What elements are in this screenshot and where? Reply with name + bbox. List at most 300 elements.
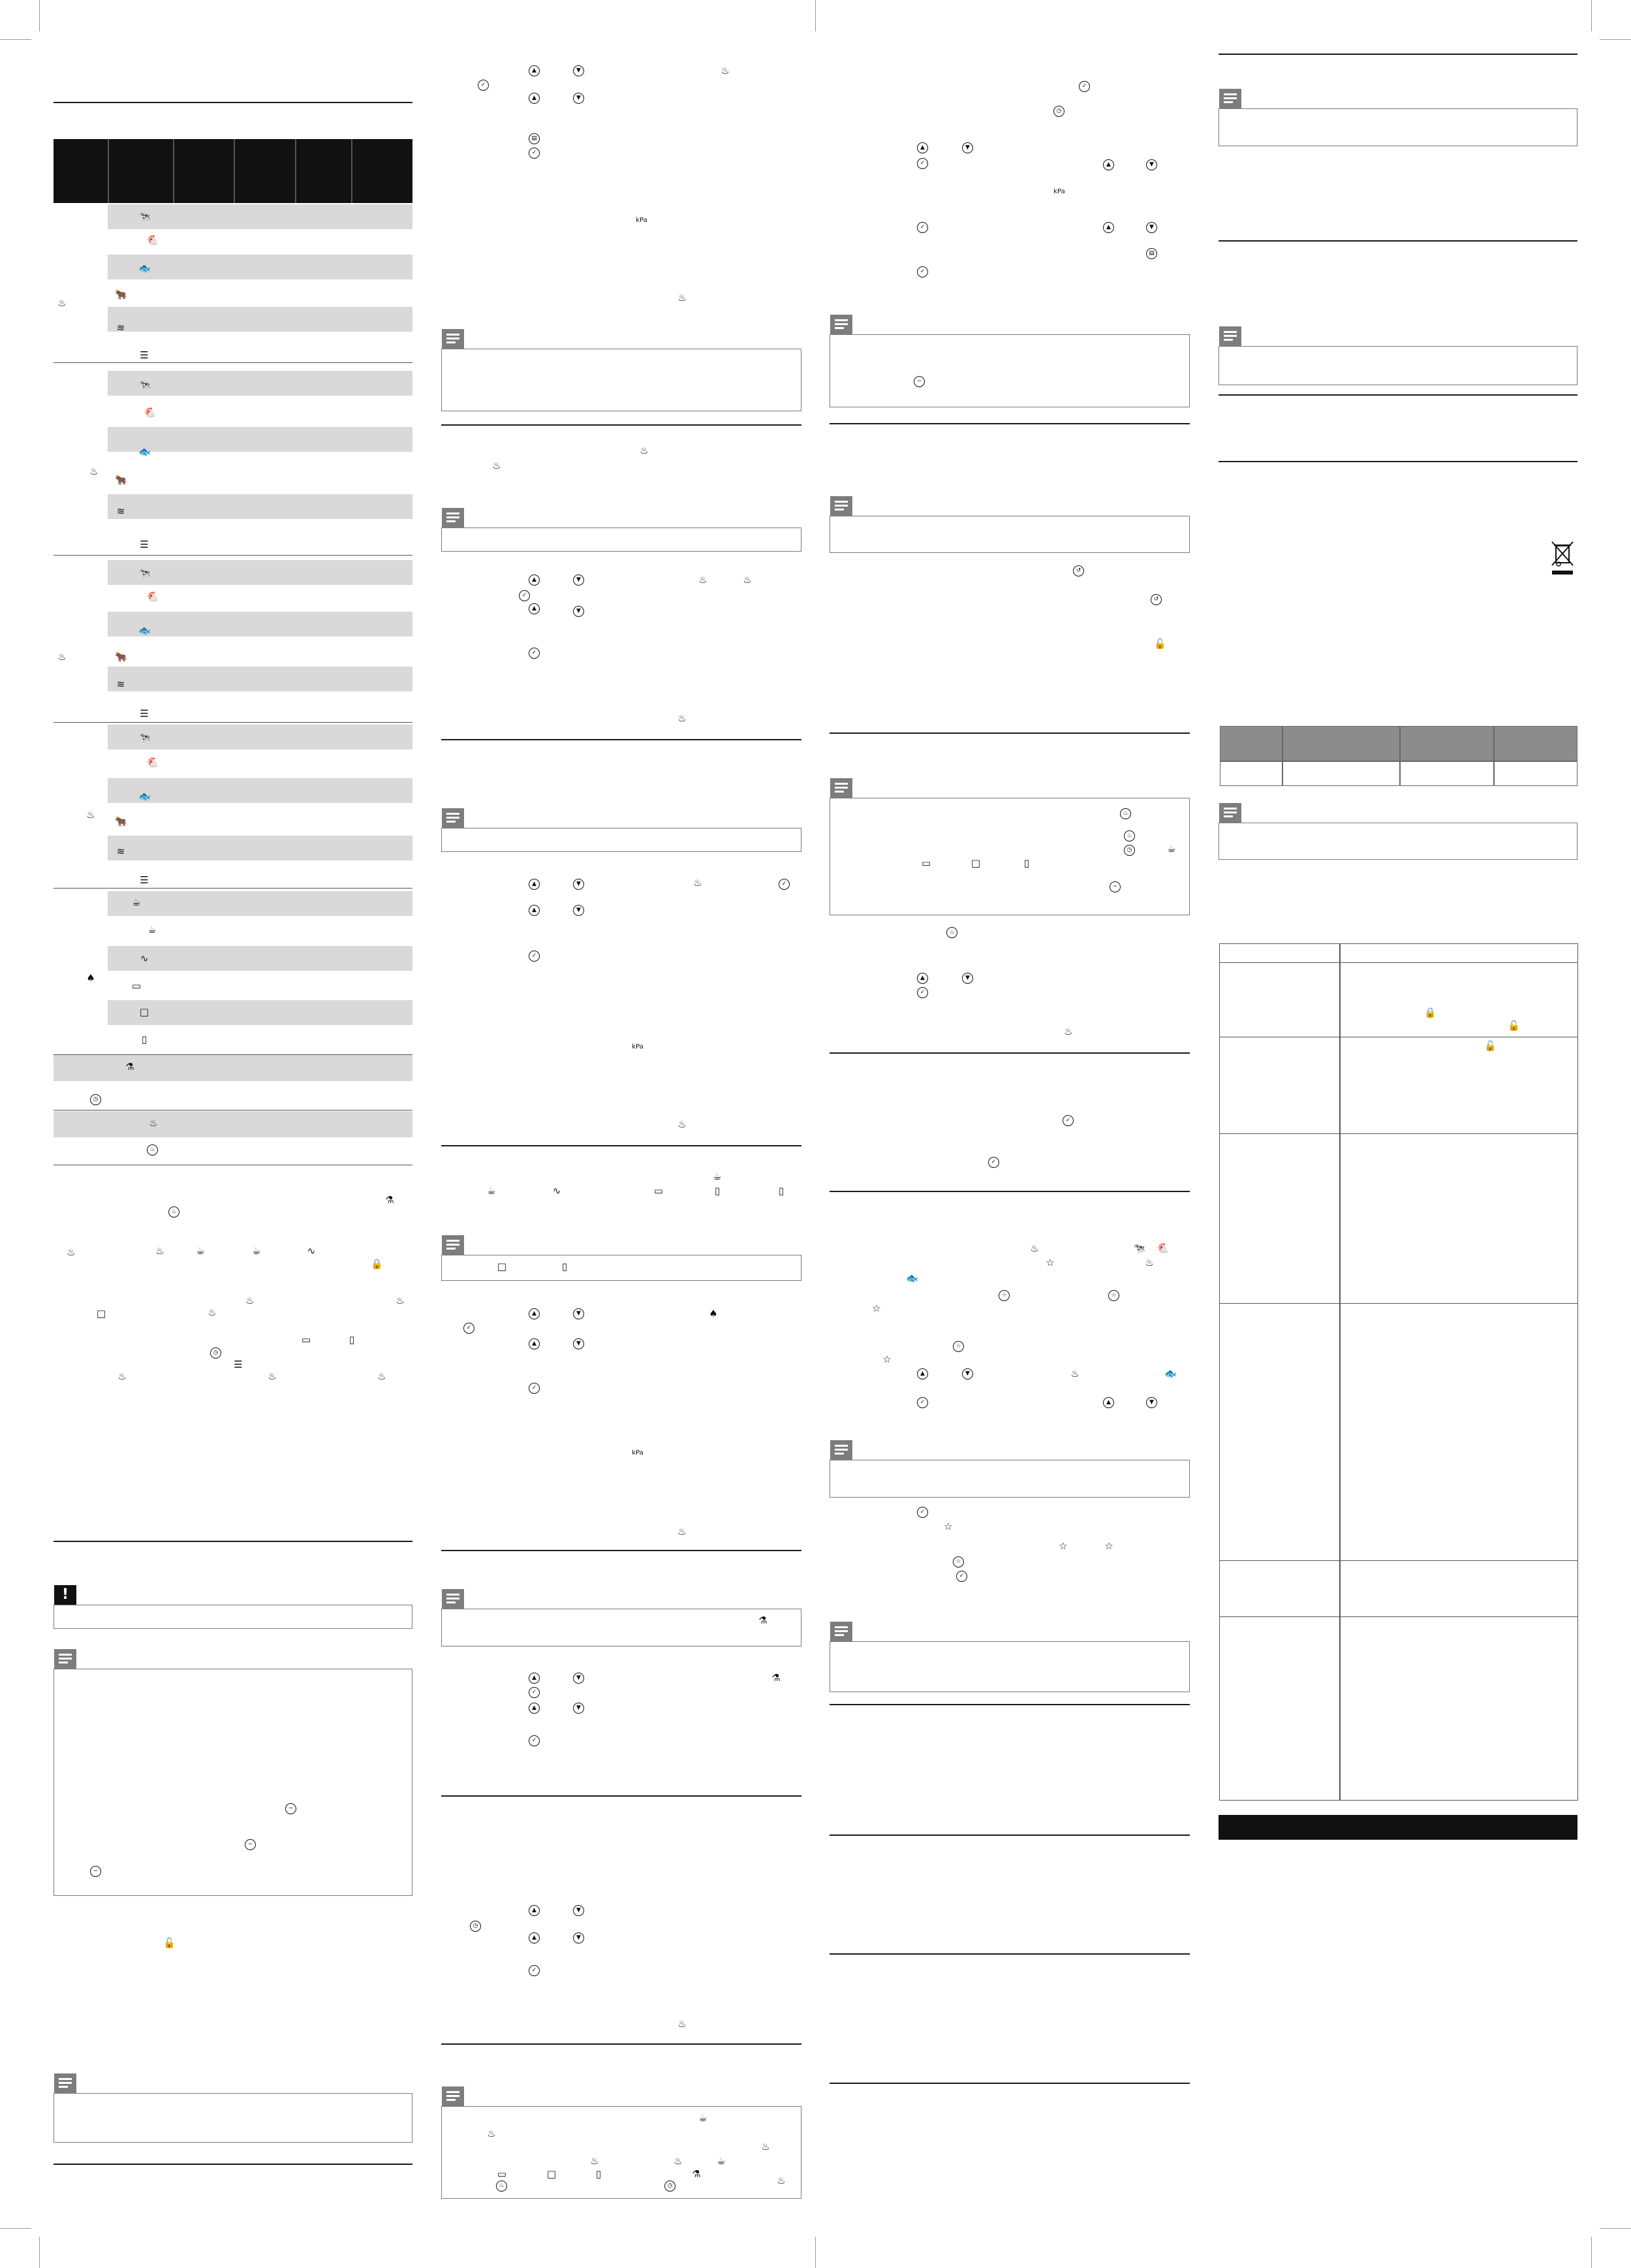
header-divider: [351, 139, 352, 203]
note-icon: [1219, 326, 1241, 346]
keep-warm-button-icon: −: [285, 1803, 296, 1814]
crop-mark: [1600, 39, 1631, 40]
keep-warm-icon: ♨: [677, 712, 687, 724]
lock-icon: 🔒: [1424, 1007, 1437, 1018]
crop-mark: [815, 2237, 816, 2268]
cake-icon: □: [546, 2168, 557, 2180]
check-confirm-icon: ✓: [917, 1507, 928, 1518]
table-row: [108, 946, 412, 971]
porridge-icon: ☕: [713, 1171, 722, 1182]
clean-icon: ♨: [496, 2181, 507, 2192]
footer-bar: [1219, 1815, 1577, 1840]
section-rule: [830, 1052, 1190, 1054]
note-icon: [830, 315, 852, 334]
yogurt-icon: ▯: [141, 1033, 148, 1045]
section-rule: [441, 1145, 801, 1146]
beans-icon: ≋: [116, 322, 125, 334]
keep-warm-icon: ♨: [208, 1306, 217, 1318]
down-arrow-button-icon: ▼: [573, 1338, 584, 1349]
rice-icon: ☕: [1167, 843, 1176, 855]
sterilize-icon: ⚗: [771, 1672, 781, 1684]
table-row: [108, 778, 412, 803]
check-confirm-icon: ✓: [917, 987, 928, 998]
sterilize-icon: ⚗: [385, 1194, 394, 1206]
note-box: [441, 828, 801, 852]
section-rule: [830, 732, 1190, 734]
keep-warm-button-icon: −: [1110, 881, 1121, 892]
keep-warm-icon: ♨: [1064, 1026, 1073, 1037]
favorite-button-icon: ☆: [953, 1341, 964, 1352]
table-row-rule: [1219, 1133, 1577, 1134]
clean-icon: ♨: [1124, 830, 1135, 842]
down-arrow-button-icon: ▼: [1146, 159, 1157, 170]
saute-icon: ♨: [377, 1370, 386, 1382]
slow-cook-icon: ♨: [89, 465, 99, 477]
soup-icon: ∿: [307, 1245, 316, 1257]
delay-timer-icon: ◷: [1053, 106, 1064, 117]
down-arrow-button-icon: ▼: [573, 1905, 584, 1916]
beef-icon: 🐂: [115, 651, 127, 663]
slow-cook-icon: ♨: [1070, 1368, 1080, 1379]
delay-timer-icon: ◷: [210, 1347, 221, 1359]
check-confirm-icon: ✓: [917, 266, 928, 277]
poultry-icon: 🐔: [144, 407, 156, 418]
cake-icon: □: [971, 857, 981, 869]
poultry-icon: 🐔: [1157, 1242, 1169, 1254]
spec-table-header-cell: [1220, 726, 1282, 761]
table-row: [108, 836, 412, 860]
section-rule: [1219, 240, 1577, 242]
keep-warm-button-icon: −: [90, 1866, 101, 1877]
poultry-icon: 🐔: [146, 757, 159, 768]
sterilize-icon: ⚗: [758, 1614, 768, 1626]
pressure-kpa-icon: kPa: [632, 1449, 644, 1457]
section-rule: [54, 102, 412, 103]
check-confirm-icon: ✓: [463, 1323, 474, 1334]
yogurt-icon: ▯: [561, 1261, 568, 1272]
soup-icon: ∿: [552, 1185, 561, 1197]
table-row: [108, 494, 412, 519]
custom-settings-icon: ☰: [140, 539, 149, 550]
note-icon: [1219, 803, 1241, 823]
clean-icon: ♨: [168, 1206, 179, 1218]
check-confirm-icon: ✓: [917, 158, 928, 169]
meat-icon: 🐄: [138, 379, 151, 391]
note-box: [441, 528, 801, 552]
section-rule: [830, 1953, 1190, 1955]
group-rule: [54, 722, 412, 723]
table-row: [54, 1111, 412, 1137]
pressure-kpa-icon: kPa: [636, 217, 647, 224]
warning-box: [54, 1605, 412, 1629]
unlock-icon: 🔓: [1484, 1040, 1497, 1052]
favorite-button-icon: ☆: [953, 1556, 964, 1567]
down-arrow-button-icon: ▼: [573, 93, 584, 104]
dough-icon: ▭: [301, 1334, 311, 1346]
troubleshooting-table: [1219, 943, 1578, 1801]
poultry-icon: 🐔: [146, 591, 159, 603]
crop-mark: [1591, 0, 1592, 31]
meat-icon: 🐄: [138, 211, 151, 223]
custom-settings-icon: ☰: [140, 874, 149, 886]
table-row: [54, 1055, 412, 1081]
sterilize-icon: ⚗: [125, 1061, 134, 1073]
up-arrow-button-icon: ▲: [917, 1368, 928, 1379]
table-row-rule: [1219, 1303, 1577, 1304]
check-confirm-icon: ✓: [917, 222, 928, 233]
down-arrow-button-icon: ▼: [573, 1308, 584, 1319]
porridge-icon: ☕: [148, 924, 157, 936]
fish-icon: 🐟: [138, 262, 151, 274]
note-icon: [54, 2073, 76, 2093]
section-rule: [830, 423, 1190, 424]
down-arrow-button-icon: ▼: [573, 65, 584, 76]
note-icon: [1219, 89, 1241, 108]
crop-mark: [1591, 2237, 1592, 2268]
yogurt-icon: ▯: [714, 1185, 721, 1197]
steam-icon: ♨: [761, 2141, 770, 2152]
note-box: [830, 334, 1190, 407]
down-arrow-button-icon: ▼: [573, 1932, 584, 1944]
check-confirm-icon: ✓: [519, 590, 530, 601]
meat-icon: 🐄: [1133, 1242, 1145, 1254]
header-divider: [234, 139, 235, 203]
note-icon: [442, 1235, 464, 1255]
table-row: [108, 1000, 412, 1025]
down-arrow-button-icon: ▼: [1146, 1397, 1157, 1408]
up-arrow-button-icon: ▲: [529, 1905, 540, 1916]
clean-icon: ♨: [147, 1144, 158, 1156]
down-arrow-button-icon: ▼: [573, 905, 584, 916]
pressure-cook-icon: ♨: [57, 297, 67, 309]
section-rule: [830, 1835, 1190, 1836]
beans-icon: ≋: [116, 505, 125, 517]
table-row-rule: [1219, 1616, 1577, 1617]
table-row: [108, 560, 412, 585]
check-confirm-icon: ✓: [917, 1397, 928, 1408]
group-rule: [54, 555, 412, 556]
check-confirm-icon: ✓: [529, 1735, 540, 1746]
header-divider: [173, 139, 174, 203]
steam-icon: ♨: [396, 1295, 405, 1306]
section-rule: [441, 2043, 801, 2045]
star-favorite-icon: ☆: [1059, 1540, 1068, 1552]
sterilize-icon: ⚗: [692, 2168, 701, 2180]
dough-icon: ▭: [497, 2168, 507, 2180]
note-icon: [442, 329, 464, 349]
crop-mark: [39, 0, 40, 31]
steam-icon: ♨: [57, 651, 67, 663]
slow-cook-icon: ♨: [590, 2155, 599, 2167]
fish-icon: 🐟: [1164, 1368, 1177, 1379]
note-icon: [442, 508, 464, 528]
section-rule: [441, 739, 801, 740]
menu-icon: ▤: [529, 133, 540, 144]
spec-table-header-cell: [1400, 726, 1494, 761]
soup-icon: ∿: [140, 953, 149, 964]
spec-table-header-cell: [1494, 726, 1577, 761]
up-arrow-button-icon: ▲: [1103, 1397, 1114, 1408]
note-box: [830, 1460, 1190, 1498]
keep-warm-icon: ♨: [149, 1117, 158, 1129]
table-row: [108, 204, 412, 229]
rice-icon: ☕: [196, 1245, 205, 1257]
clean-icon: ♨: [1120, 808, 1131, 819]
steam-icon: ♨: [268, 1370, 277, 1382]
up-arrow-button-icon: ▲: [917, 973, 928, 984]
section-rule: [830, 1704, 1190, 1705]
spec-table-cell: [1494, 761, 1577, 786]
note-box: [441, 1609, 801, 1646]
spec-table-cell: [1220, 761, 1282, 786]
yogurt-icon: ▯: [595, 2168, 602, 2180]
up-arrow-button-icon: ▲: [1103, 222, 1114, 233]
crop-mark: [0, 2228, 31, 2229]
table-divider: [1339, 943, 1341, 1800]
crop-mark: [0, 39, 31, 40]
table-row: [108, 255, 412, 279]
note-box: [1219, 823, 1577, 860]
beef-icon: 🐂: [115, 815, 127, 827]
down-arrow-button-icon: ▼: [573, 575, 584, 586]
note-box: [830, 516, 1190, 553]
fish-icon: 🐟: [906, 1272, 918, 1284]
table-row: [108, 427, 412, 452]
star-favorite-icon: ☆: [1046, 1257, 1055, 1268]
table-row: [108, 725, 412, 749]
pressure-cook-icon: ♨: [67, 1246, 76, 1258]
up-arrow-button-icon: ▲: [529, 1673, 540, 1684]
lock-icon: 🔒: [371, 1258, 383, 1270]
rice-icon: ☕: [717, 2155, 726, 2167]
up-arrow-button-icon: ▲: [529, 603, 540, 614]
down-arrow-button-icon: ▼: [962, 973, 973, 984]
note-box: [1219, 346, 1577, 385]
note-box: [441, 349, 801, 411]
pressure-kpa-icon: kPa: [632, 1043, 644, 1050]
header-divider: [108, 139, 109, 203]
check-confirm-icon: ✓: [529, 148, 540, 159]
section-rule: [54, 1541, 412, 1542]
yogurt-icon: ▯: [349, 1334, 355, 1346]
steam-icon: ♨: [155, 1245, 164, 1257]
unlock-icon: 🔓: [1154, 638, 1166, 650]
chef-icon: ♠: [86, 972, 95, 984]
down-arrow-button-icon: ▼: [962, 1368, 973, 1379]
chef-icon: ♠: [709, 1308, 718, 1319]
section-rule: [1219, 54, 1577, 55]
down-arrow-button-icon: ▼: [1146, 222, 1157, 233]
up-arrow-button-icon: ▲: [529, 93, 540, 104]
star-favorite-icon: ☆: [1104, 1540, 1113, 1552]
up-arrow-button-icon: ▲: [529, 65, 540, 76]
up-arrow-button-icon: ▲: [529, 879, 540, 890]
steam-icon: ♨: [674, 2155, 683, 2167]
note-box: [441, 2106, 801, 2199]
section-rule: [441, 424, 801, 426]
keep-warm-cancel-icon: ↺: [1073, 565, 1084, 576]
slow-cook-icon: ♨: [640, 445, 649, 456]
keep-warm-icon: ♨: [677, 2018, 687, 2030]
table-row: [108, 891, 412, 916]
slow-cook-icon: ♨: [743, 574, 752, 586]
crop-mark: [815, 0, 816, 31]
keep-warm-icon: ♨: [777, 2175, 786, 2186]
beef-icon: 🐂: [115, 474, 127, 486]
beans-icon: ≋: [116, 845, 125, 857]
note-icon: [830, 778, 852, 798]
up-arrow-button-icon: ▲: [529, 1932, 540, 1944]
custom-settings-icon: ☰: [140, 349, 149, 361]
section-rule: [441, 1550, 801, 1551]
keep-warm-icon: ♨: [677, 1118, 687, 1130]
star-favorite-icon: ☆: [944, 1520, 953, 1532]
cake-icon: □: [96, 1308, 106, 1319]
table-row-rule: [1219, 1560, 1577, 1561]
cake-icon: □: [139, 1006, 149, 1018]
star-favorite-icon: ☆: [872, 1302, 881, 1314]
yogurt-icon: ▯: [778, 1185, 784, 1197]
weee-crossed-bin-icon: [1549, 539, 1576, 580]
group-rule: [54, 888, 412, 889]
note-box: [441, 1255, 801, 1281]
check-confirm-icon: ✓: [1063, 1115, 1074, 1126]
section-rule: [1219, 461, 1577, 462]
unlock-icon: 🔓: [1508, 1020, 1520, 1032]
meat-icon: 🐄: [138, 567, 151, 579]
pressure-cook-icon: ♨: [721, 65, 730, 76]
beef-icon: 🐂: [115, 289, 127, 300]
dough-icon: ▭: [653, 1185, 664, 1197]
table-row: [108, 307, 412, 332]
spec-table-cell: [1282, 761, 1400, 786]
note-icon: [442, 2087, 464, 2106]
up-arrow-button-icon: ▲: [1103, 159, 1114, 170]
poultry-icon: 🐔: [146, 234, 159, 246]
dough-icon: ▭: [131, 980, 142, 992]
spec-table-header-cell: [1282, 726, 1400, 761]
down-arrow-button-icon: ▼: [573, 1673, 584, 1684]
keep-warm-cancel-icon: ↺: [1151, 594, 1162, 605]
crop-mark: [1600, 2228, 1631, 2229]
section-rule: [54, 2164, 412, 2165]
cake-icon: □: [497, 1261, 507, 1272]
check-confirm-icon: ✓: [779, 879, 790, 890]
menu-icon: ▤: [1146, 248, 1157, 259]
crop-mark: [39, 2237, 40, 2268]
note-icon: [442, 1589, 464, 1609]
keep-warm-icon: ♨: [487, 2128, 496, 2139]
up-arrow-button-icon: ▲: [917, 142, 928, 153]
fish-icon: 🐟: [138, 791, 151, 802]
up-arrow-button-icon: ▲: [529, 1308, 540, 1319]
delay-timer-icon: ◷: [470, 1921, 481, 1932]
check-confirm-icon: ✓: [988, 1157, 999, 1168]
check-confirm-icon: ✓: [529, 648, 540, 659]
section-rule: [830, 1191, 1190, 1192]
unlock-icon: 🔓: [163, 1937, 176, 1949]
check-confirm-icon: ✓: [1079, 81, 1090, 92]
table-row-rule: [1219, 962, 1577, 963]
star-favorite-icon: ☆: [882, 1353, 892, 1365]
note-box: [54, 1669, 412, 1896]
up-arrow-button-icon: ▲: [529, 1703, 540, 1714]
section-rule: [830, 2083, 1190, 2084]
spec-table-cell: [1400, 761, 1494, 786]
steam-icon: ♨: [1145, 1257, 1154, 1268]
note-icon: [830, 1440, 852, 1460]
note-icon: [830, 1622, 852, 1641]
check-confirm-icon: ✓: [529, 1383, 540, 1394]
steam-icon: ♨: [693, 877, 702, 889]
note-box: [1219, 108, 1577, 146]
meat-icon: 🐄: [138, 732, 151, 744]
slow-cook-icon: ♨: [492, 460, 501, 471]
down-arrow-button-icon: ▼: [573, 1703, 584, 1714]
favorite-button-icon: ☆: [1108, 1290, 1119, 1301]
note-box: [830, 1641, 1190, 1692]
porridge-icon: ☕: [252, 1245, 261, 1257]
clean-icon: ♨: [946, 927, 957, 938]
group-rule: [54, 362, 412, 363]
note-box: [54, 2093, 412, 2143]
fish-icon: 🐟: [138, 446, 151, 458]
up-arrow-button-icon: ▲: [529, 905, 540, 916]
keep-warm-icon: ♨: [677, 292, 687, 304]
up-arrow-button-icon: ▲: [529, 575, 540, 586]
pressure-cook-icon: ♨: [1030, 1242, 1039, 1254]
note-icon: [54, 1649, 76, 1669]
check-confirm-icon: ✓: [529, 951, 540, 962]
delay-timer-icon: ◷: [90, 1094, 101, 1105]
down-arrow-button-icon: ▼: [573, 879, 584, 890]
note-icon: [830, 496, 852, 516]
rice-icon: ☕: [132, 896, 141, 908]
slow-cook-icon: ♨: [117, 1370, 127, 1382]
table-row: [108, 371, 412, 396]
check-confirm-icon: ✓: [478, 80, 489, 91]
beans-icon: ≋: [116, 678, 125, 690]
delay-timer-icon: ◷: [664, 2181, 676, 2192]
keep-warm-icon: ♨: [677, 1526, 687, 1537]
section-rule: [441, 1795, 801, 1797]
favorite-button-icon: ☆: [999, 1290, 1010, 1301]
keep-warm-button-icon: −: [914, 376, 925, 387]
slow-cook-icon: ♨: [698, 574, 707, 586]
rice-icon: ☕: [698, 2112, 707, 2124]
note-box: [830, 798, 1190, 915]
up-arrow-button-icon: ▲: [529, 1338, 540, 1349]
keep-warm-button-icon: −: [245, 1839, 256, 1850]
fish-icon: 🐟: [138, 625, 151, 637]
custom-settings-icon: ☰: [140, 708, 149, 719]
custom-settings-icon: ☰: [234, 1359, 243, 1370]
delay-timer-icon: ◷: [1124, 845, 1135, 856]
warning-icon: !: [54, 1585, 76, 1605]
down-arrow-button-icon: ▼: [962, 142, 973, 153]
pressure-kpa-icon: kPa: [1053, 188, 1065, 195]
rice-icon: ☕: [487, 1185, 496, 1197]
section-rule: [1219, 394, 1577, 396]
dough-icon: ▭: [921, 857, 931, 869]
check-confirm-icon: ✓: [529, 1965, 540, 1976]
table-row: [108, 612, 412, 637]
check-confirm-icon: ✓: [956, 1571, 967, 1582]
header-divider: [295, 139, 296, 203]
note-icon: [442, 808, 464, 828]
table-row: [108, 667, 412, 691]
slow-cook-icon: ♨: [245, 1295, 255, 1306]
